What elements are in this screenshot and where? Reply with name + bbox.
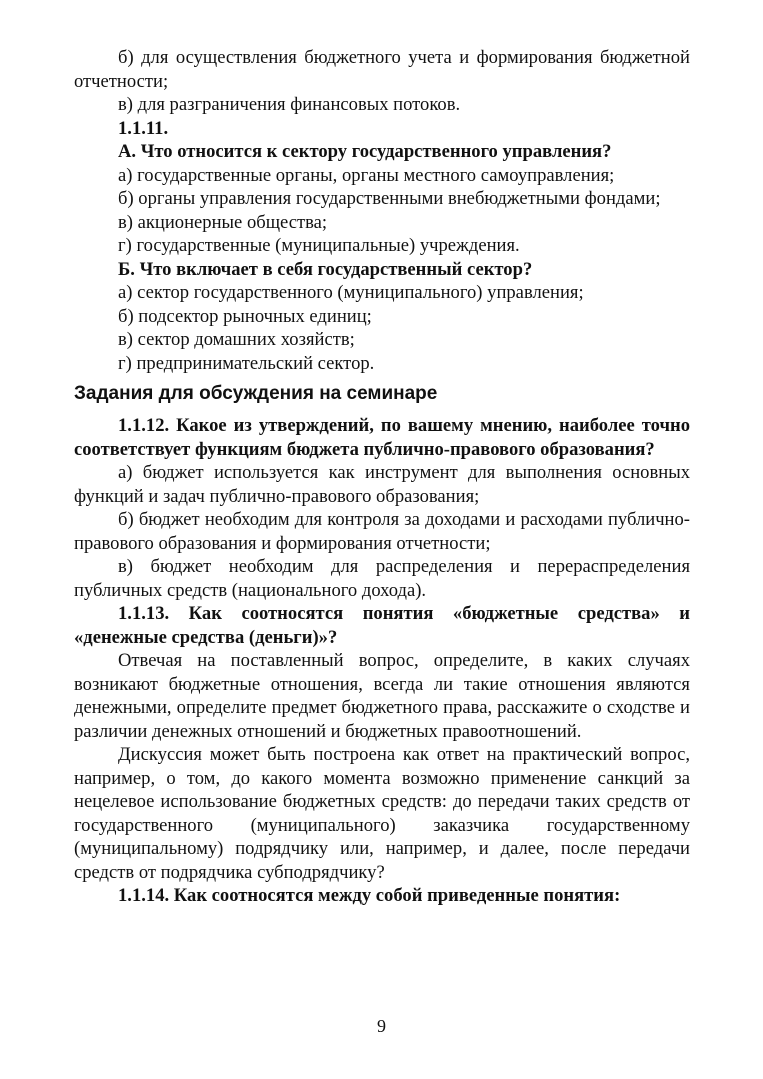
question-b-heading: Б. Что включает в себя государственный сектор?: [118, 258, 533, 280]
answer-option: а) бюджет используется как инструмент для выполнения основных функций и задач публично-правового образования;: [74, 462, 690, 507]
question-1-1-12: 1.1.12. Какое из утверждений, по вашему мнению, наиболее точно соответствует функциям бюджета публично-правового образования?: [74, 415, 690, 460]
answer-option: б) подсектор рыночных единиц;: [118, 305, 372, 327]
question-number: 1.1.11.: [118, 117, 169, 139]
answer-option: в) сектор домашних хозяйств;: [118, 329, 355, 350]
page-content: [74, 46, 690, 908]
answer-option: г) предпринимательский сектор.: [118, 352, 375, 374]
option-b-text: б) для осуществления бюджетного учета и формирования бюджетной отчетности;: [74, 47, 690, 92]
body-paragraph: Отвечая на поставленный вопрос, определите, в каких случаях возникают бюджетные отношения, всегда ли такие отношения являются денежными, определите предмет бюджетного права, расскажите о сходстве и различии денежных отношений и бюджетных правоотношений.: [74, 650, 690, 742]
answer-option: а) государственные органы, органы местного самоуправления;: [118, 164, 615, 186]
question-1-1-13: 1.1.13. Как соотносятся понятия «бюджетные средства» и «денежные средства (деньги)»?: [74, 603, 690, 648]
answer-option: в) бюджет необходим для распределения и перераспределения публичных средств (национального дохода).: [74, 556, 690, 601]
page-number: 9: [377, 1016, 386, 1036]
body-paragraph: Дискуссия может быть построена как ответ на практический вопрос, например, о том, до какого момента возможно применение санкций за нецелевое использование бюджетных средств: до передачи таких средств от государственного (муниципального) заказчика государственному (муниципальному) подрядчику или, например, и далее, после передачи средств от подрядчика субподрядчику?: [74, 744, 690, 883]
question-1-1-14: 1.1.14. Как соотносятся между собой приведенные понятия:: [118, 885, 621, 906]
question-a-heading: А. Что относится к сектору государственного управления?: [118, 141, 612, 162]
answer-option: а) сектор государственного (муниципального) управления;: [118, 282, 584, 303]
option-v-text: в) для разграничения финансовых потоков.: [118, 94, 461, 115]
answer-option: б) органы управления государственными внебюджетными фондами;: [118, 188, 661, 209]
answer-option: в) акционерные общества;: [118, 211, 328, 233]
answer-option: г) государственные (муниципальные) учреждения.: [118, 235, 520, 256]
section-heading: Задания для обсуждения на семинаре: [74, 383, 438, 404]
answer-option: б) бюджет необходим для контроля за доходами и расходами публично-правового образования и формирования отчетности;: [74, 509, 690, 554]
